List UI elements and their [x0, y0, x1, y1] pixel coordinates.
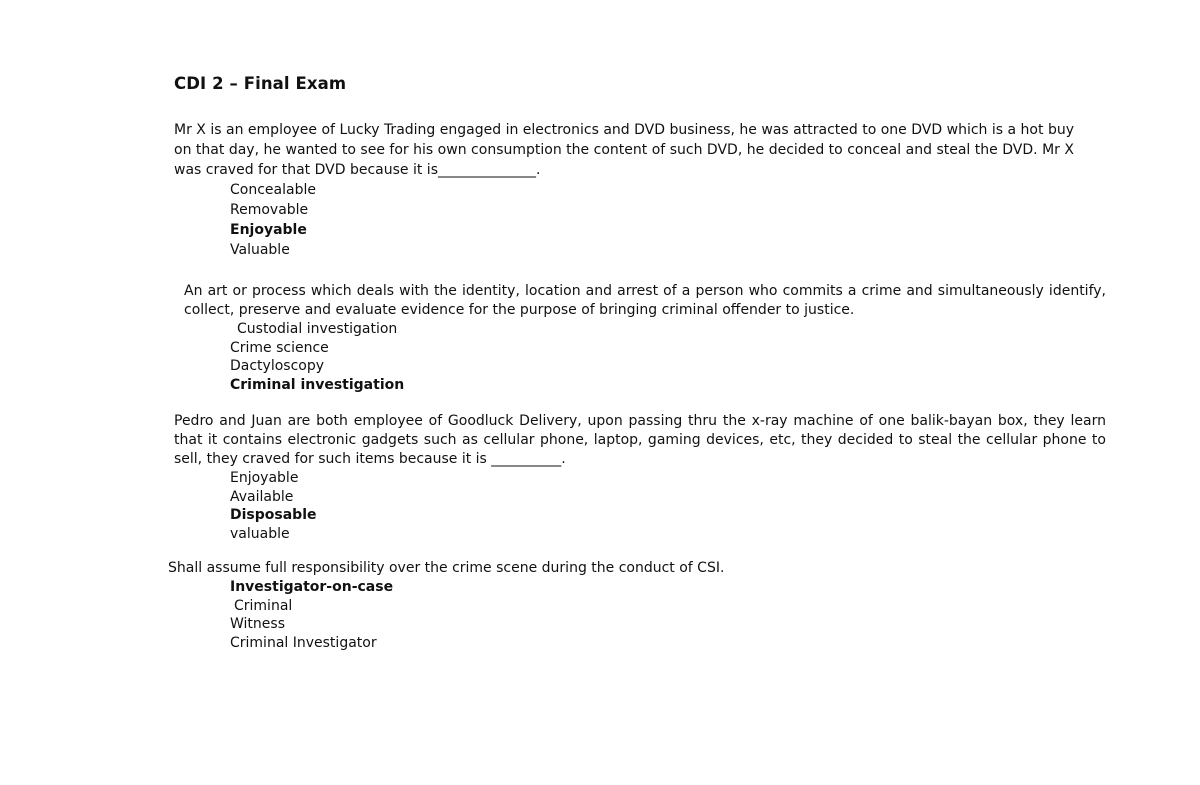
options-list — [230, 578, 868, 652]
option: Concealable — [230, 182, 316, 198]
question-text: Pedro and Juan are both employee of Goodluck Delivery, upon passing thru the x-ray machine of one balik-bayan box, they learn that it contains electronic gadgets such as cellular phone, laptop, gaming devices, etc, they decided to steal the cellular phone to sell, they craved for such items because it is __________. — [174, 413, 1106, 467]
option: Criminal Investigator — [230, 634, 377, 651]
options-list — [230, 469, 1106, 543]
question-2 — [184, 282, 1106, 394]
option: Removable — [230, 202, 309, 218]
option: Enjoyable — [230, 470, 299, 486]
option: Valuable — [230, 242, 290, 258]
option: valuable — [230, 525, 290, 542]
question-text: Mr X is an employee of Lucky Trading engaged in electronics and DVD business, he was attracted to one DVD which is a hot buy on that day, he wanted to see for his own consumption the content of such DVD, he decided to conceal and steal the DVD. Mr X was craved for that DVD because it is______________. — [174, 122, 1074, 178]
option: Crime science — [230, 339, 329, 356]
question-text: An art or process which deals with the identity, location and arrest of a person who commits a crime and simultaneously identify, collect, preserve and evaluate evidence for the purpose of bringing criminal offender to justice. — [184, 283, 1106, 318]
question-1 — [174, 120, 1074, 260]
question-3 — [174, 412, 1106, 543]
options-list — [230, 320, 1106, 394]
option: Witness — [230, 616, 285, 632]
question-text: Shall assume full responsibility over the crime scene during the conduct of CSI. — [168, 560, 725, 576]
option: Custodial investigation — [237, 321, 398, 337]
option: Dactyloscopy — [230, 358, 325, 374]
answer-option: Enjoyable — [230, 222, 307, 238]
option: Criminal — [234, 597, 293, 614]
answer-option: Investigator-on-case — [230, 579, 394, 595]
options-list — [230, 180, 1074, 260]
answer-option: Disposable — [230, 507, 317, 523]
question-4 — [168, 559, 868, 652]
page-title: CDI 2 – Final Exam — [174, 74, 347, 93]
answer-option: Criminal investigation — [230, 376, 405, 393]
option: Available — [230, 488, 294, 505]
